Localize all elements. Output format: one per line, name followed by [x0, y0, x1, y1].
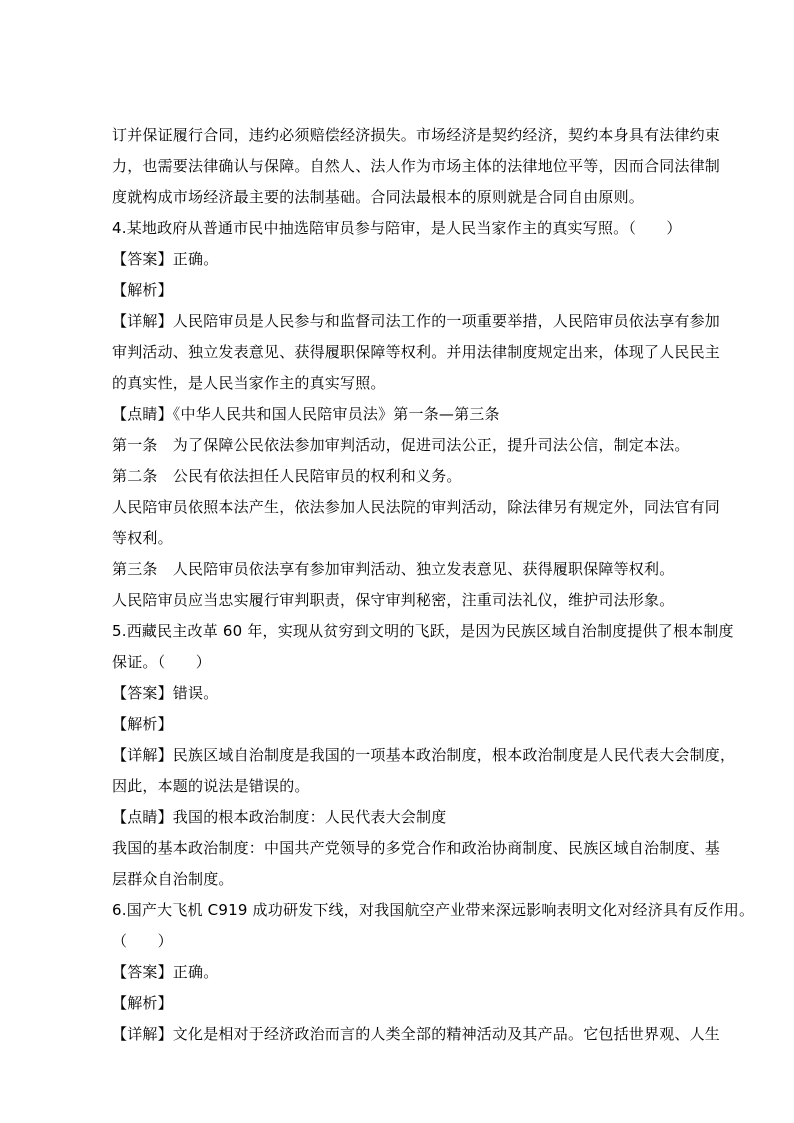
text-line: 力，也需要法律确认与保障。自然人、法人作为市场主体的法律地位平等，因而合同法律制 [112, 157, 721, 175]
detail-text: 【详解】民族区域自治制度是我国的一项基本政治制度，根本政治制度是人民代表大会制度， [112, 746, 736, 764]
text-line: （ ） [112, 932, 173, 950]
text-line: 人民陪审员依照本法产生，依法参加人民法院的审判活动，除法律另有规定外，同法官有同 [112, 498, 721, 516]
analysis-label: 【解析】 [112, 715, 173, 733]
answer-label: 【答案】正确。 [112, 250, 219, 268]
text-line: 因此，本题的说法是错误的。 [112, 777, 310, 795]
text-line: 人民陪审员应当忠实履行审判职责，保守审判秘密，注重司法礼仪，维护司法形象。 [112, 591, 675, 609]
question-5: 5.西藏民主改革 60 年，实现从贫穷到文明的飞跃，是因为民族区域自治制度提供了根本制度 [112, 622, 734, 640]
analysis-label: 【解析】 [112, 994, 173, 1012]
text-line: 等权利。 [112, 529, 173, 547]
article-2: 第二条 公民有依法担任人民陪审员的权利和义务。 [112, 467, 462, 485]
text-line: 审判活动、独立发表意见、获得履职保障等权利。并用法律制度规定出来，体现了人民民主 [112, 343, 721, 361]
answer-label: 【答案】正确。 [112, 963, 219, 981]
text-line: 订并保证履行合同，违约必须赔偿经济损失。市场经济是契约经济，契约本身具有法律约束 [112, 126, 721, 144]
text-line: 度就构成市场经济最主要的法制基础。合同法最根本的原则就是合同自由原则。 [112, 188, 645, 206]
detail-text: 【详解】人民陪审员是人民参与和监督司法工作的一项重要举措，人民陪审员依法享有参加 [112, 312, 721, 330]
article-1: 第一条 为了保障公民依法参加审判活动，促进司法公正，提升司法公信，制定本法。 [112, 436, 690, 454]
text-line: 的真实性，是人民当家作主的真实写照。 [112, 374, 386, 392]
analysis-label: 【解析】 [112, 281, 173, 299]
note-text: 【点睛】我国的根本政治制度：人民代表大会制度 [112, 808, 447, 826]
text-line: 保证。（ ） [112, 653, 211, 671]
detail-text: 【详解】文化是相对于经济政治而言的人类全部的精神活动及其产品。它包括世界观、人生 [112, 1025, 721, 1043]
note-text: 【点睛】《中华人民共和国人民陪审员法》第一条—第三条 [112, 405, 500, 423]
article-3: 第三条 人民陪审员依法享有参加审判活动、独立发表意见、获得履职保障等权利。 [112, 560, 675, 578]
text-line: 我国的基本政治制度：中国共产党领导的多党合作和政治协商制度、民族区域自治制度、基 [112, 839, 721, 857]
question-6: 6.国产大飞机 C919 成功研发下线，对我国航空产业带来深远影响表明文化对经济具有反作用。 [112, 901, 755, 919]
text-line: 层群众自治制度。 [112, 870, 234, 888]
answer-label: 【答案】错误。 [112, 684, 219, 702]
question-4: 4.某地政府从普通市民中抽选陪审员参与陪审，是人民当家作主的真实写照。（ ） [112, 219, 682, 237]
